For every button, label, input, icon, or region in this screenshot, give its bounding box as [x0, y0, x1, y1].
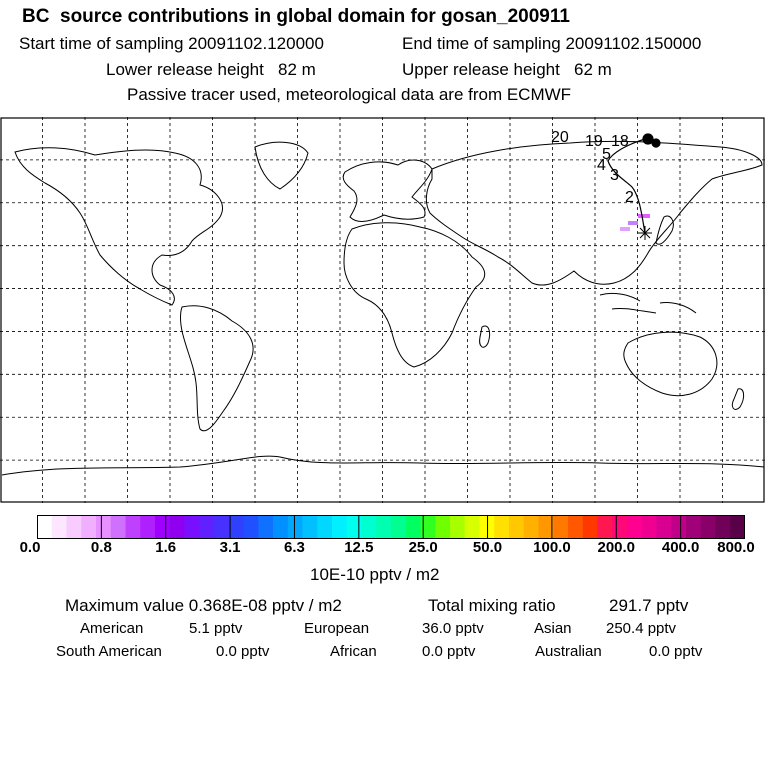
colorbar-cell [465, 515, 480, 539]
traj-label: 20 [551, 129, 569, 146]
traj-label: 18 [611, 133, 629, 150]
colorbar-cell [332, 515, 347, 539]
colorbar-tick-label: 25.0 [408, 539, 438, 556]
colorbar-cell [671, 515, 686, 539]
colorbar-cell [686, 515, 701, 539]
receptor-marker [638, 226, 652, 240]
colorbar-tick-label: 800.0 [717, 539, 755, 556]
colorbar-tick-label: 3.1 [219, 539, 241, 556]
plot-title: BC source contributions in global domain for gosan_200911 [22, 6, 570, 27]
world-map [0, 117, 765, 503]
colorbar-cell [494, 515, 509, 539]
colorbar-cell [524, 515, 539, 539]
colorbar-tick-label: 0.0 [19, 539, 41, 556]
colorbar-cell [155, 515, 170, 539]
colorbar-tick-label: 12.5 [344, 539, 374, 556]
colorbar-cell [362, 515, 377, 539]
colorbar-cell [214, 515, 229, 539]
region-value: 0.0 pptv [649, 643, 703, 660]
total-value: 291.7 pptv [609, 596, 689, 615]
colorbar-cell [303, 515, 318, 539]
colorbar-cell [140, 515, 155, 539]
traj-label: 19 [585, 133, 603, 150]
colorbar-cell [317, 515, 332, 539]
colorbar-cell [701, 515, 716, 539]
colorbar-tick-label: 400.0 [661, 539, 700, 556]
colorbar-tick-label: 50.0 [472, 539, 503, 556]
start-time: Start time of sampling 20091102.120000 [19, 34, 324, 53]
colorbar-tick-label: 6.3 [284, 539, 305, 556]
traj-label: 4 [597, 157, 606, 174]
colorbar-cell [288, 515, 303, 539]
region-name: African [330, 643, 377, 660]
colorbar-tick-label: 0.8 [90, 539, 112, 556]
colorbar-cell [126, 515, 141, 539]
tracer-note: Passive tracer used, meteorological data are from ECMWF [127, 85, 572, 104]
colorbar-cell [111, 515, 126, 539]
colorbar-cell [509, 515, 524, 539]
colorbar [37, 515, 745, 539]
colorbar-cell [627, 515, 642, 539]
colorbar-cell [391, 515, 406, 539]
colorbar-tick-label: 100.0 [533, 539, 571, 556]
traj-label: 5 [602, 146, 611, 163]
colorbar-cell [612, 515, 627, 539]
patch [620, 227, 630, 231]
upper-release-height: Upper release height 62 m [402, 60, 612, 79]
traj-label: 3 [610, 167, 619, 184]
colorbar-cell [450, 515, 465, 539]
colorbar-cell [642, 515, 657, 539]
colorbar-cell [716, 515, 731, 539]
colorbar-cell [347, 515, 362, 539]
colorbar-tick-label: 1.6 [155, 539, 177, 556]
colorbar-cell [170, 515, 185, 539]
colorbar-cell [199, 515, 214, 539]
colorbar-cell [52, 515, 67, 539]
colorbar-cell [730, 515, 745, 539]
patch [628, 221, 638, 225]
colorbar-units: 10E-10 pptv / m2 [310, 565, 440, 584]
colorbar-cell [37, 515, 52, 539]
colorbar-cell [96, 515, 111, 539]
region-value: 0.0 pptv [422, 643, 476, 660]
region-name: Australian [535, 643, 602, 660]
region-name: Asian [534, 620, 572, 637]
region-value: 5.1 pptv [189, 620, 243, 637]
colorbar-cell [406, 515, 421, 539]
max-value: Maximum value 0.368E-08 pptv / m2 [65, 596, 342, 615]
colorbar-cell [81, 515, 96, 539]
total-label: Total mixing ratio [428, 596, 556, 615]
region-name: American [80, 620, 144, 637]
traj-label: 2 [625, 189, 634, 206]
colorbar-cell [568, 515, 583, 539]
end-time: End time of sampling 20091102.150000 [402, 34, 702, 53]
colorbar-cell [376, 515, 391, 539]
trajectory-cluster [652, 139, 660, 147]
region-name: South American [56, 643, 162, 660]
region-value: 250.4 pptv [606, 620, 677, 637]
lower-release-height: Lower release height 82 m [106, 60, 316, 79]
colorbar-cell [657, 515, 672, 539]
colorbar-cell [67, 515, 82, 539]
patch [638, 214, 650, 218]
colorbar-cell [435, 515, 450, 539]
colorbar-cell [185, 515, 200, 539]
colorbar-cell [553, 515, 568, 539]
region-value: 0.0 pptv [216, 643, 270, 660]
colorbar-cell [583, 515, 598, 539]
colorbar-cell [258, 515, 273, 539]
region-value: 36.0 pptv [422, 620, 484, 637]
region-name: European [304, 620, 370, 637]
colorbar-cell [244, 515, 259, 539]
colorbar-cell [273, 515, 288, 539]
colorbar-cell [598, 515, 613, 539]
colorbar-cell [229, 515, 244, 539]
colorbar-tick-label: 200.0 [597, 539, 636, 556]
